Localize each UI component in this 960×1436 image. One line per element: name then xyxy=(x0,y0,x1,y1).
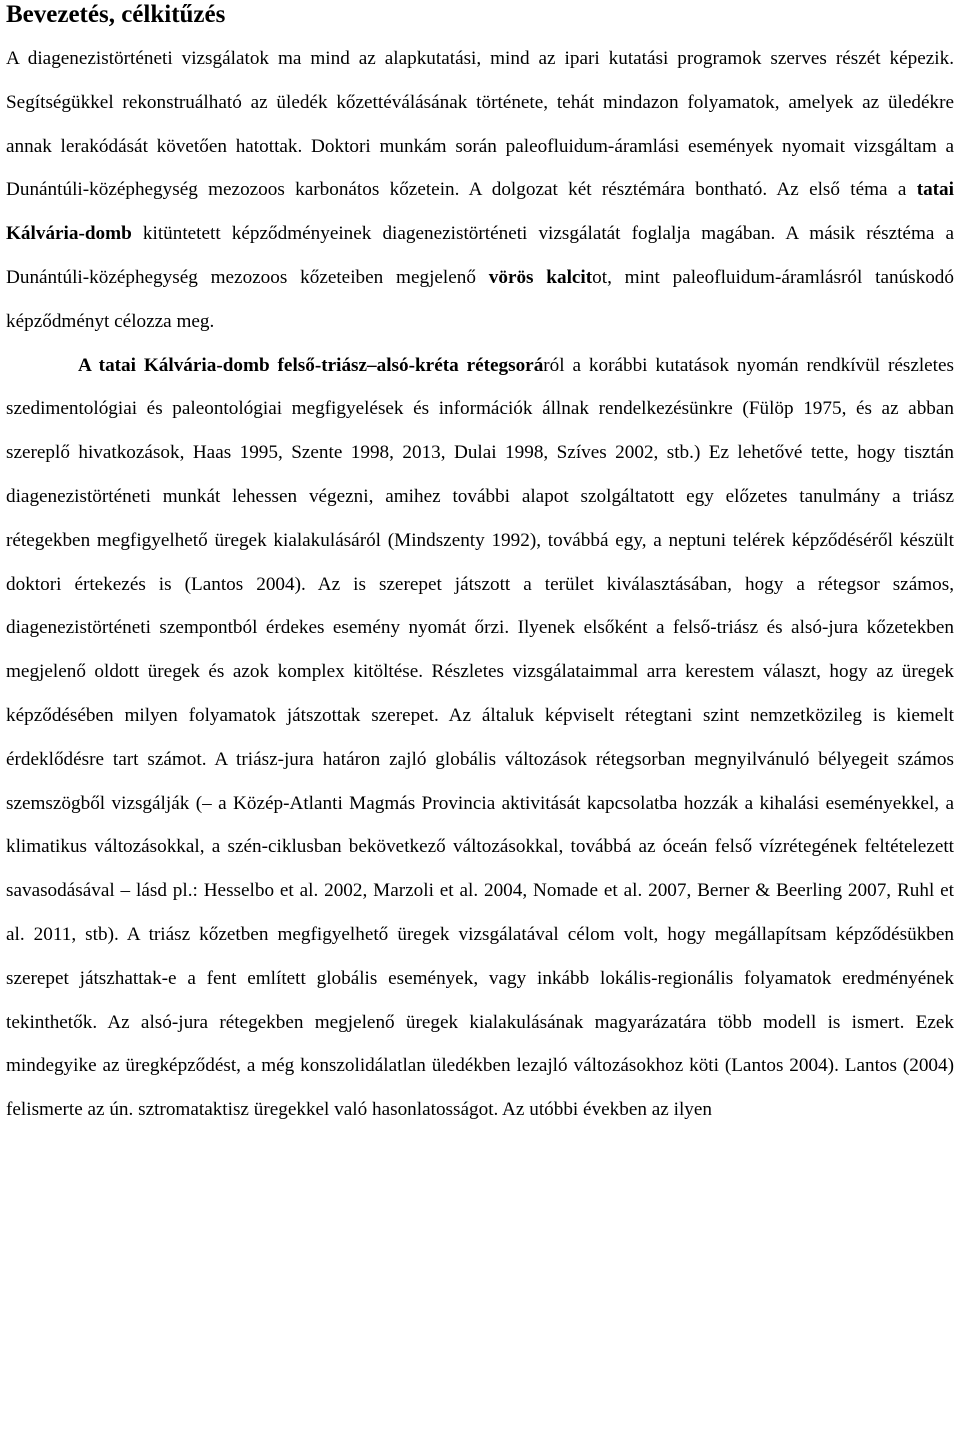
section-heading: Bevezetés, célkitűzés xyxy=(6,1,226,28)
paragraph-intro-text-a: A diagenezistörténeti vizsgálatok ma mind az alapkutatási, mind az ipari kutatási programok szerves részét képezik. Segítségükkel rekonstruálható az üledék kőzettéválásának története, tehát mindazon folyamatok, amelyek az üledékre annak lerakódását követően hatottak. Doktori munkám során paleofluidum-áramlási események nyomait vizsgáltam a Dunántúli-középhegység mezozoos karbonátos kőzetein. A dolgozat két résztémára bontható. Az első téma a xyxy=(6,48,954,201)
paragraph-tata-text: ról a korábbi kutatások nyomán rendkívül részletes szedimentológiai és paleontológiai megfigyelések és információk állnak rendelkezésünkre (Fülöp 1975, és az abban szereplő hivatkozások, Haas 1995, Szente 1998, 2013, Dulai 1998, Szíves 2002, stb.) Ez lehetővé tette, hogy tisztán diagenezistörténeti munkát lehessen végezni, amihez további alapot szolgáltatott egy előzetes tanulmány a triász rétegekben megfigyelhető üregek kialakulásáról (Mindszenty 1992), továbbá egy, a neptuni telérek képződéséről készült doktori értekezés is (Lantos 2004). Az is szerepet játszott a terület kiválasztásában, hogy a rétegsor számos, diagenezistörténeti szempontból érdekes esemény nyomát őrzi. Ilyenek elsőként a felső-triász és alsó-jura kőzetekben megjelenő oldott üregek és azok komplex kitöltése. Részletes vizsgálataimmal arra kerestem választ, hogy az üregek képződésében milyen folyamatok játszottak szerepet. Az általuk képviselt rétegtani szint nemzetközileg is kiemelt érdeklődésre tart számot. A triász-jura határon zajló globális változások rétegsorban megnyilvánuló bélyegeit számos szemszögből vizsgálják (– a Közép-Atlanti Magmás Provincia aktivitását kapcsolatba hozzák a kihalási eseményekkel, a klimatikus változásokkal, a szén-ciklusban bekövetkező változásokkal, továbbá az óceán felső vízrétegének feltételezett savasodásával – lásd pl.: Hesselbo et al. 2002, Marzoli et al. 2004, Nomade et al. 2007, Berner & Beerling 2007, Ruhl et al. 2011, stb). A triász kőzetben megfigyelhető üregek vizsgálatával célom volt, hogy megállapítsam képződésükben szerepet játszhattak-e a fent említett globális események, vagy inkább lokális-regionális folyamatok eredményének tekinthetők. Az alsó-jura rétegekben megjelenő üregek kialakulásának magyarázatára több modell is ismert. Ezek mindegyike az üregképződést, a még konszolidálatlan üledékben lezajló változásokhoz köti (Lantos 2004). Lantos (2004) felismerte az ún. sztromataktisz üregekkel való hasonlatosságot. Az utóbbi években az ilyen xyxy=(6,354,954,1121)
paragraph-intro-text-c: kitüntetett képződményeinek diagenezistörténeti vizsgálatát foglalja magában. A másik résztéma a Dunántúli-középhegység mezozoos kőzeteiben megjelenő xyxy=(6,223,954,288)
emphasis-tatai-kalvaria-domb: tatai Kálvária-domb xyxy=(6,179,954,245)
emphasis-retegsor: A tatai Kálvária-domb felső-triász–alsó-kréta rétegsorá xyxy=(78,354,544,376)
paragraph-tata xyxy=(6,344,954,1132)
emphasis-voros-kalcit: vörös kalcit xyxy=(488,266,593,288)
paragraph-intro-text-d: ot, mint paleofluidum-áramlásról tanúskodó képződményt célozza meg. xyxy=(6,266,954,332)
paragraph-intro xyxy=(6,37,954,344)
